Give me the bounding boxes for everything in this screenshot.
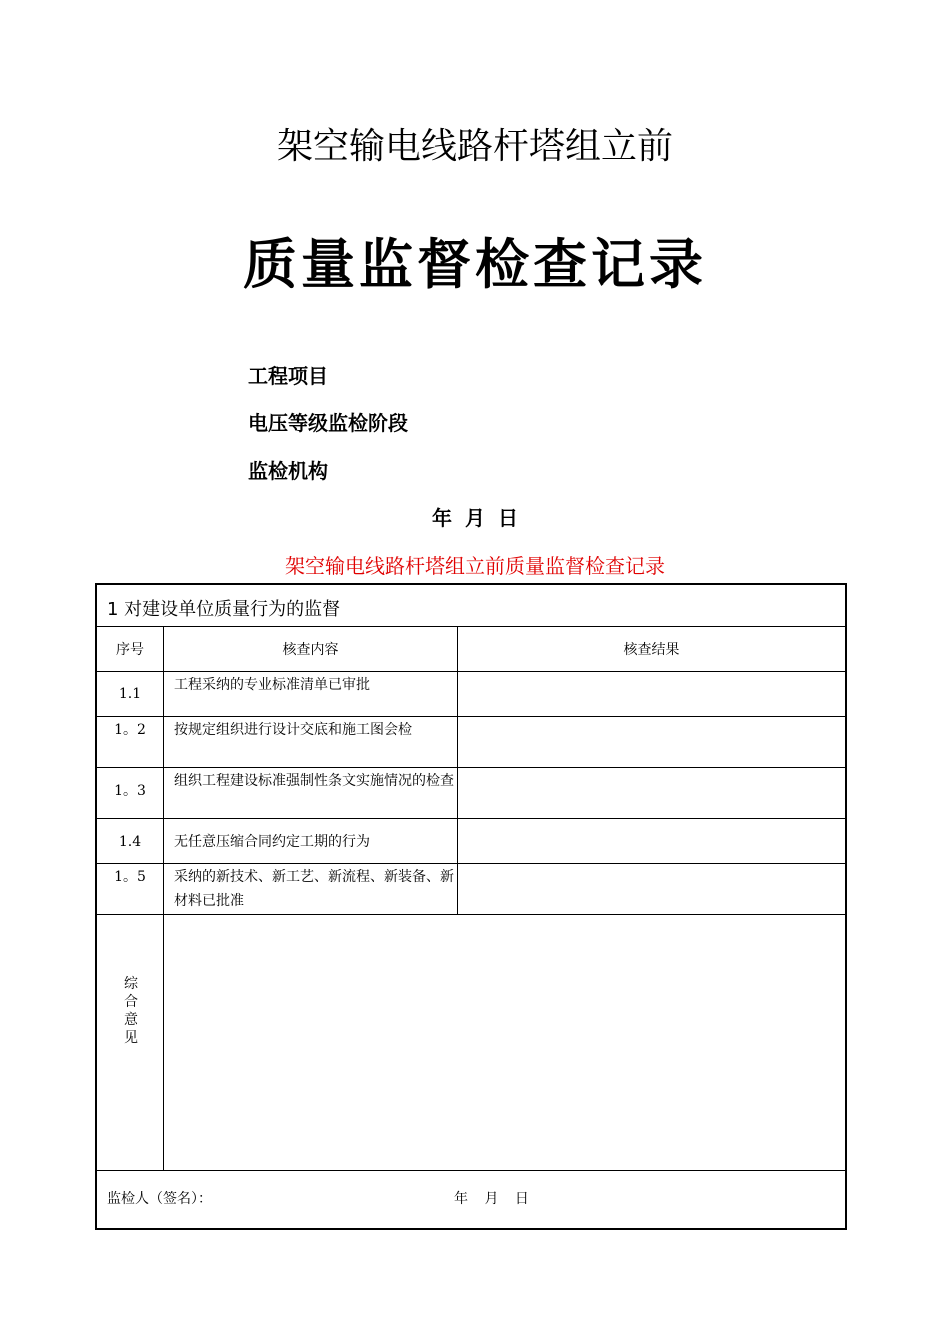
divider [97,626,845,627]
header-result: 核查结果 [623,642,680,658]
row-4-content: 无任意压缩合同约定工期的行为 [174,834,370,850]
row-5-no: 1。5 [114,869,146,885]
signature-label: 监检人（签名）： [107,1191,212,1207]
cover-title-line1: 架空输电线路杆塔组立前 [276,126,673,167]
row-3-content: 组织工程建设标准强制性条文实施情况的检查 [174,773,454,789]
divider [97,914,845,915]
row-1-content: 工程采纳的专业标准清单已审批 [174,677,370,693]
row-2-content: 按规定组织进行设计交底和施工图会检 [174,722,412,738]
summary-area[interactable] [174,925,834,1155]
form-red-title: 架空输电线路杆塔组立前质量监督检查记录 [285,554,665,578]
divider [97,767,845,768]
row-1-no: 1.1 [118,686,142,702]
column-divider [163,626,164,1170]
field-project: 工程项目 [248,364,328,388]
header-content: 核查内容 [282,642,339,658]
inspection-form [95,583,847,1230]
divider [97,863,845,864]
summary-label: 综合意见 [124,976,138,1046]
field-voltage-stage: 电压等级监检阶段 [248,411,408,435]
row-3-no: 1。3 [114,783,146,799]
field-agency: 监检机构 [248,459,328,483]
row-2-no: 1。2 [114,722,146,738]
signature-date: 年 月 日 [454,1191,529,1207]
column-divider [457,626,458,914]
divider [97,818,845,819]
row-4-no: 1.4 [118,834,142,850]
cover-title-line2: 质量监督检查记录 [243,233,707,296]
divider [97,671,845,672]
cover-date: 年 月 日 [432,506,518,530]
divider [97,716,845,717]
row-5-content: 采纳的新技术、新工艺、新流程、新装备、新材料已批准 [174,869,454,909]
section-title: 1 对建设单位质量行为的监督 [107,599,341,620]
divider [97,1170,845,1171]
header-no: 序号 [116,642,144,658]
